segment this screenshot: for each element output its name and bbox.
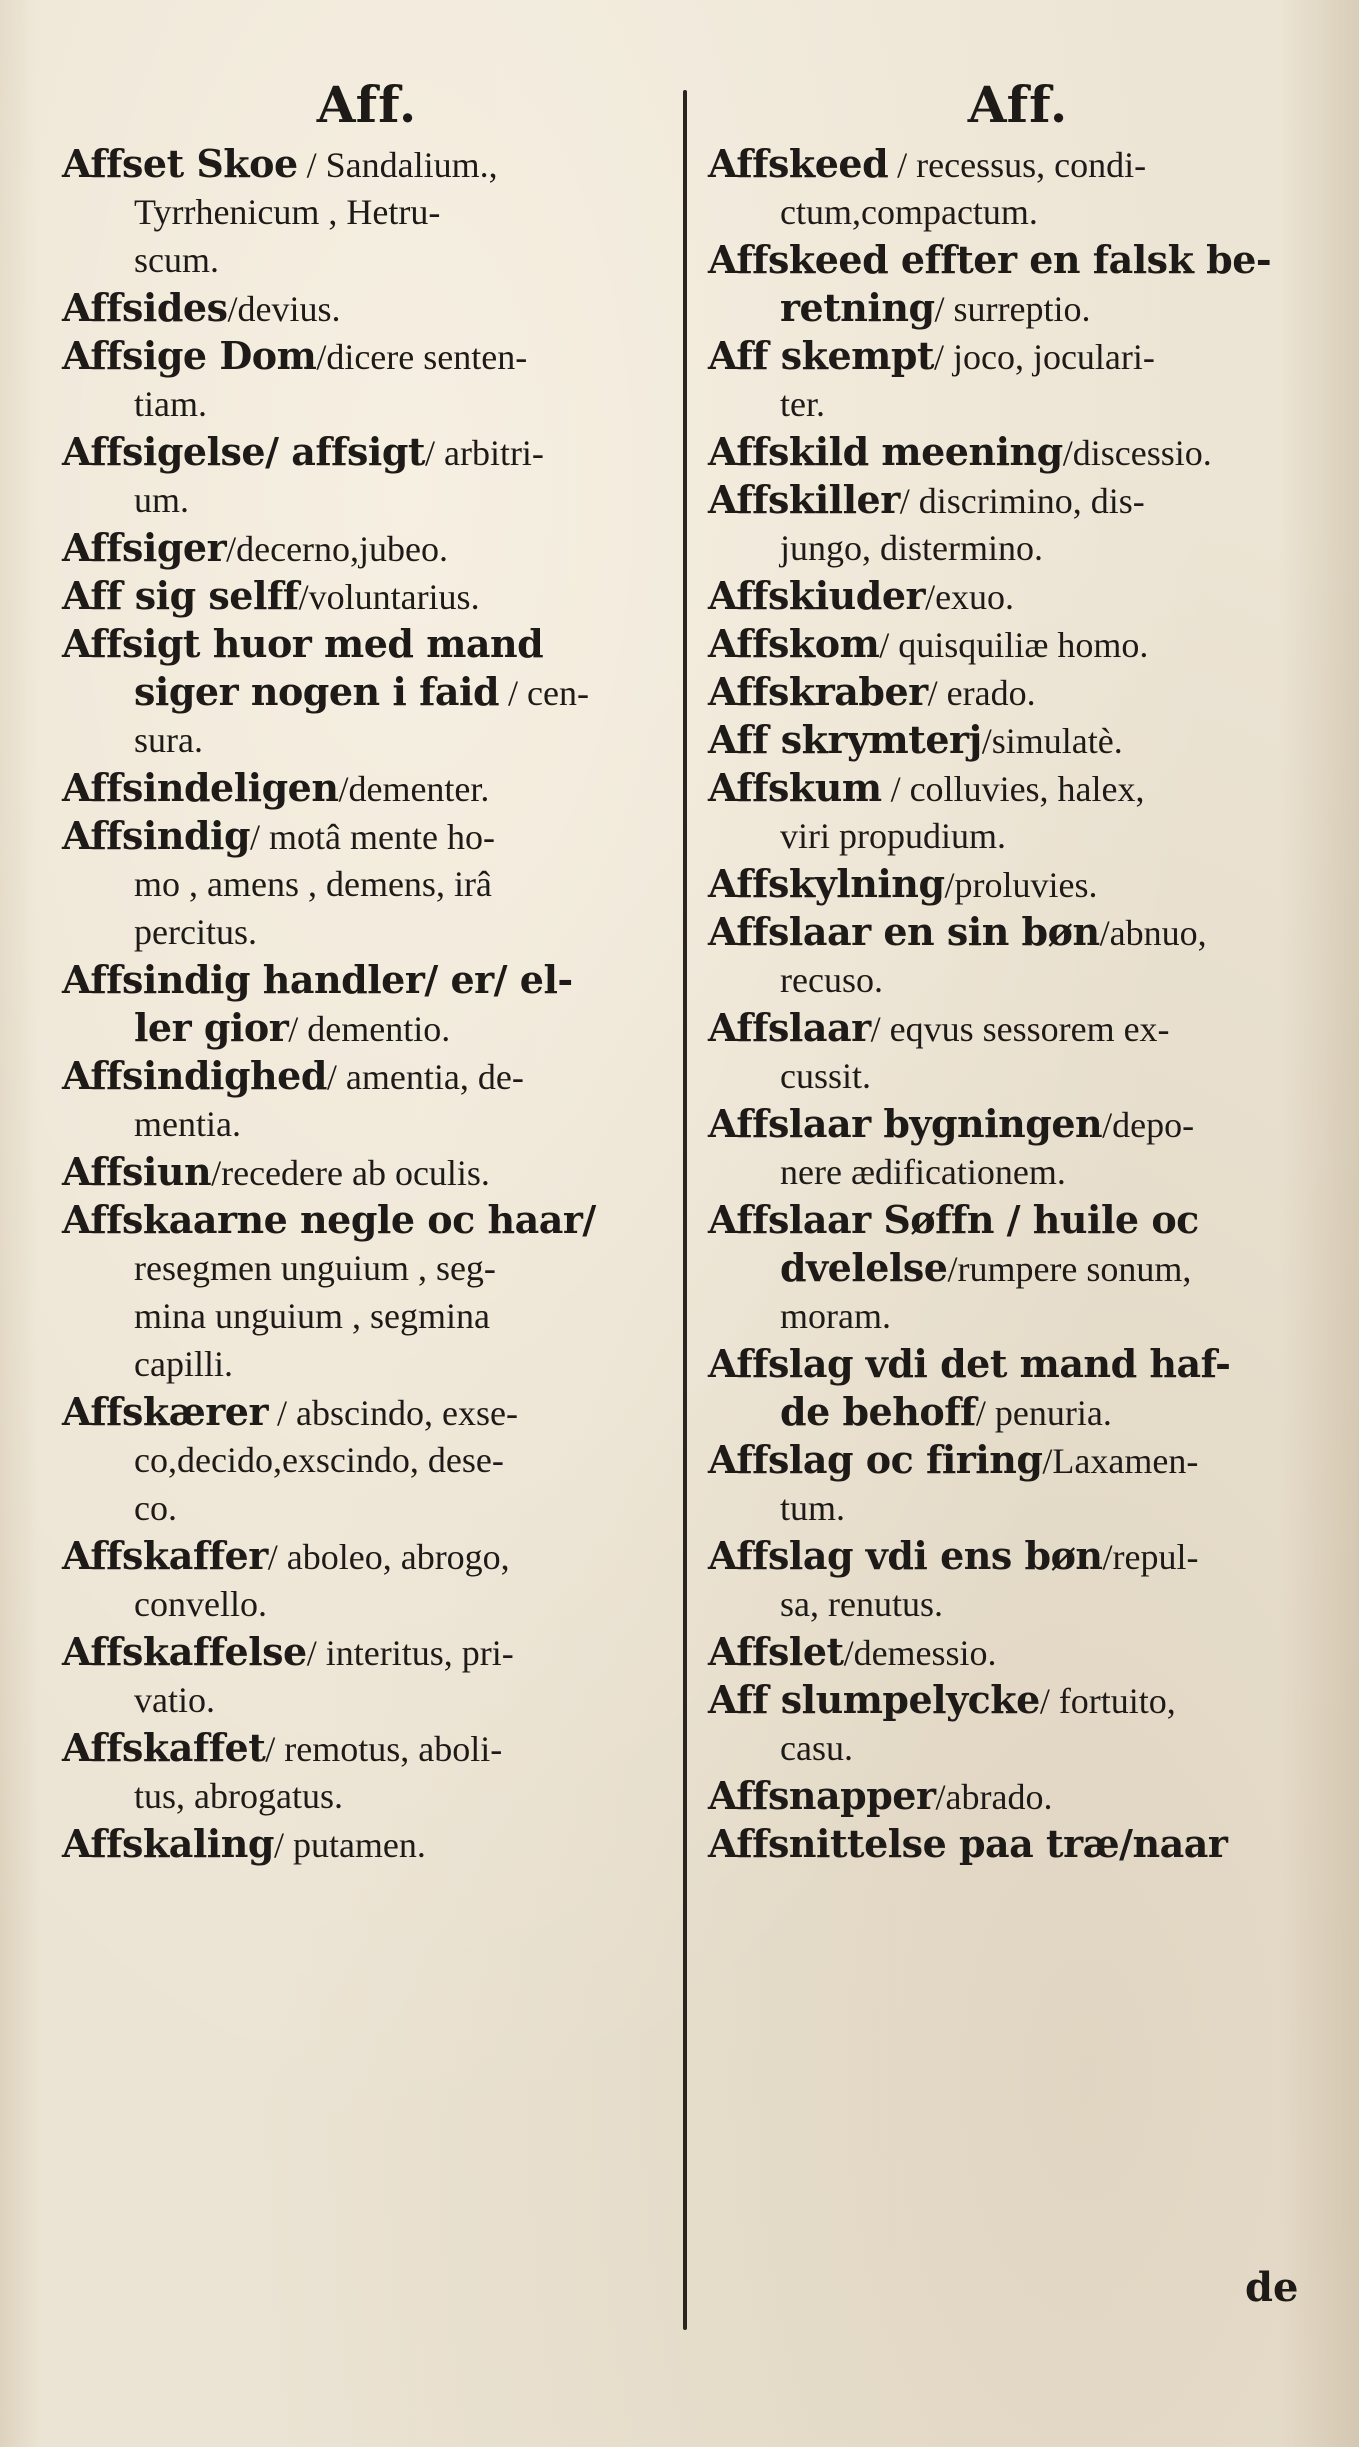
headword: Affslag vdi det mand haf- [708,1341,1231,1386]
entry-line [62,668,672,716]
entry-line [708,1052,1328,1100]
headword: Affsigt huor med mand [62,621,544,666]
entry-line [62,956,672,1004]
entry-line [708,1004,1328,1052]
dictionary-entry [708,332,1328,428]
headword: Affsnapper [708,1773,936,1818]
entry-line [62,812,672,860]
entries-left [62,140,672,1868]
headword: Aff slumpelycke [708,1677,1040,1722]
entry-line [708,1292,1328,1340]
entry-line [62,1580,672,1628]
headword: Affskaarne negle oc haar/ [62,1197,596,1242]
latin-gloss: /voluntarius. [298,577,480,617]
entry-line [62,1004,672,1052]
dictionary-entry [62,1052,672,1148]
entry-line [62,860,672,908]
latin-gloss: um. [134,480,190,520]
entry-line [708,236,1328,284]
entry-line [708,1244,1328,1292]
latin-gloss: convello. [134,1584,267,1624]
latin-gloss: sura. [134,720,203,760]
latin-gloss: / Sandalium., [297,145,498,185]
headword: ler gior [134,1005,289,1050]
column-divider [683,90,687,2330]
dictionary-entry [62,332,672,428]
entry-line [708,1820,1328,1868]
entry-line [708,1628,1328,1676]
latin-gloss: / amentia, de- [326,1057,524,1097]
headword: Affsindig [62,813,251,858]
latin-gloss: /proluvies. [944,865,1098,905]
headword: siger nogen i faid [134,669,500,714]
entry-line [708,140,1328,188]
entry-line [708,1436,1328,1484]
dictionary-entry [62,1820,672,1868]
dictionary-entry [708,1100,1328,1196]
dictionary-entry [708,236,1328,332]
latin-gloss: / remotus, aboli- [265,1729,503,1769]
entry-line [62,1340,672,1388]
headword: Affsiger [62,525,227,570]
headword: Affskeed effter en falsk be- [708,237,1272,282]
dictionary-entry [708,764,1328,860]
entry-line [62,1244,672,1292]
dictionary-entry [62,812,672,956]
latin-gloss: /Laxamen- [1042,1441,1199,1481]
headword: Affsindighed [62,1053,327,1098]
entry-line [708,764,1328,812]
latin-gloss: / discrimino, dis- [899,481,1145,521]
latin-gloss: capilli. [134,1344,233,1384]
latin-gloss: /recedere ab oculis. [211,1153,490,1193]
dictionary-entry [708,1532,1328,1628]
latin-gloss: / motâ mente ho- [250,817,495,857]
entry-line [708,1676,1328,1724]
latin-gloss: co. [134,1488,177,1528]
latin-gloss: Tyrrhenicum , Hetru- [134,192,441,232]
latin-gloss: /discessio. [1062,433,1212,473]
entry-line [62,1292,672,1340]
entry-line [708,1196,1328,1244]
headword: Affslaar [708,1005,871,1050]
dictionary-entry [62,1724,672,1820]
dictionary-entry [62,1148,672,1196]
dictionary-entry [708,1628,1328,1676]
entry-line [62,284,672,332]
headword: Affskraber [708,669,928,714]
entry-line [708,1532,1328,1580]
entry-line [62,716,672,764]
headword: Affskaffet [62,1725,266,1770]
entry-line [62,428,672,476]
entry-line [62,764,672,812]
latin-gloss: /exuo. [925,577,1015,617]
latin-gloss: / abscindo, exse- [268,1393,518,1433]
entries-right [708,140,1328,1868]
latin-gloss: viri propudium. [780,816,1006,856]
latin-gloss: / dementio. [288,1009,451,1049]
dictionary-entry [708,140,1328,236]
latin-gloss: ctum,compactum. [780,192,1038,232]
latin-gloss: percitus. [134,912,257,952]
entry-line [62,1628,672,1676]
entry-line [62,1148,672,1196]
latin-gloss: / recessus, condi- [888,145,1147,185]
dictionary-entry [62,428,672,524]
dictionary-entry [62,284,672,332]
dictionary-entry [708,1004,1328,1100]
dictionary-entry [708,476,1328,572]
headword: Aff sig selff [62,573,299,618]
latin-gloss: /dicere senten- [316,337,528,377]
dictionary-entry [708,1676,1328,1772]
latin-gloss: recuso. [780,960,883,1000]
headword: Affsides [62,285,228,330]
headword: Affskiller [708,477,900,522]
headword: Affskylning [708,861,945,906]
dictionary-entry [708,908,1328,1004]
headword: Affskum [708,765,882,810]
headword: Affsiun [62,1149,212,1194]
entry-line [62,908,672,956]
latin-gloss: / penuria. [975,1393,1112,1433]
entry-line [62,188,672,236]
entry-line [708,284,1328,332]
latin-gloss: tiam. [134,384,207,424]
dictionary-entry [708,860,1328,908]
latin-gloss: co,decido,exscindo, dese- [134,1440,504,1480]
latin-gloss: / eqvus sessorem ex- [870,1009,1170,1049]
headword: Aff skempt [708,333,934,378]
latin-gloss: / colluvies, halex, [881,769,1145,809]
headword: Affskiuder [708,573,926,618]
dictionary-entry [62,764,672,812]
dictionary-entry [708,1436,1328,1532]
dictionary-entry [62,524,672,572]
headword: Affslaar bygningen [708,1101,1103,1146]
entry-line [708,620,1328,668]
latin-gloss: / quisquiliæ homo. [879,625,1149,665]
entry-line [62,1196,672,1244]
latin-gloss: / joco, jocularі- [933,337,1155,377]
entry-line [708,476,1328,524]
entry-line [708,524,1328,572]
running-head-left: Aff. [316,75,418,134]
latin-gloss: resegmen unguium , seg- [134,1248,496,1288]
entry-line [708,1388,1328,1436]
latin-gloss: sa, renutus. [780,1584,943,1624]
headword: Affskild meening [708,429,1063,474]
latin-gloss: vatio. [134,1680,215,1720]
dictionary-entry [708,428,1328,476]
latin-gloss: casu. [780,1728,853,1768]
entry-line [708,1340,1328,1388]
entry-line [62,380,672,428]
dictionary-entry [62,140,672,284]
entry-line [62,1820,672,1868]
latin-gloss: /dementer. [338,769,490,809]
entry-line [62,1388,672,1436]
entry-line [62,1100,672,1148]
left-column [62,70,672,1868]
latin-gloss: jungo, distermino. [780,528,1043,568]
headword: Affskeed [708,141,889,186]
headword: Affset Skoe [62,141,298,186]
entry-line [62,620,672,668]
headword: Affsigelse/ affsigt [62,429,425,474]
right-column [708,70,1328,1868]
entry-line [708,1100,1328,1148]
entry-line [62,1436,672,1484]
dictionary-entry [708,1196,1328,1340]
dictionary-entry [62,1532,672,1628]
entry-line [708,572,1328,620]
entry-line [62,1052,672,1100]
latin-gloss: /repul- [1102,1537,1199,1577]
entry-line [62,236,672,284]
entry-line [62,1676,672,1724]
headword: Affsnittelse paa træ/naar [708,1821,1228,1866]
entry-line [708,380,1328,428]
entry-line [62,572,672,620]
latin-gloss: /decerno,jubeo. [226,529,449,569]
headword: Affskaffelse [62,1629,307,1674]
catchword: de [1245,2264,1299,2311]
latin-gloss: / erado. [927,673,1036,713]
dictionary-entry [62,956,672,1052]
latin-gloss: ter. [780,384,825,424]
entry-line [62,1532,672,1580]
headword: Affslet [708,1629,844,1674]
dictionary-entry [708,716,1328,764]
dictionary-entry [708,668,1328,716]
dictionary-entry [708,572,1328,620]
headword: Affskærer [62,1389,269,1434]
entry-line [708,860,1328,908]
dictionary-entry [708,1340,1328,1436]
entry-line [708,1484,1328,1532]
latin-gloss: /abrado. [935,1777,1053,1817]
entry-line [708,668,1328,716]
entry-line [708,428,1328,476]
entry-line [708,716,1328,764]
headword: Affslag vdi ens bøn [708,1533,1103,1578]
latin-gloss: / surreptio. [934,289,1091,329]
entry-line [708,908,1328,956]
dictionary-entry [708,620,1328,668]
entry-line [708,332,1328,380]
headword: Affslaar Søffn / huile oc [708,1197,1199,1242]
entry-line [62,524,672,572]
headword: dvelelse [780,1245,948,1290]
latin-gloss: scum. [134,240,219,280]
headword: Affslaar en sin bøn [708,909,1100,954]
entry-line [708,1580,1328,1628]
entry-line [708,956,1328,1004]
headword: Affsige Dom [62,333,317,378]
latin-gloss: /rumpere sonum, [947,1249,1192,1289]
dictionary-entry [62,620,672,764]
entry-line [708,188,1328,236]
dictionary-entry [62,572,672,620]
latin-gloss: / aboleo, abrogo, [267,1537,510,1577]
latin-gloss: / arbitri- [424,433,544,473]
entry-line [708,1772,1328,1820]
latin-gloss: / interitus, pri- [306,1633,514,1673]
headword: Affskaffer [62,1533,268,1578]
dictionary-entry [62,1628,672,1724]
latin-gloss: mo , amens , demens, irâ [134,864,492,904]
running-head-right: Aff. [967,75,1069,134]
dictionary-entry [62,1388,672,1532]
headword: Affsindig handler/ er/ el- [62,957,573,1002]
dictionary-entry [708,1772,1328,1820]
entry-line [62,476,672,524]
latin-gloss: tum. [780,1488,846,1528]
headword: Affskaling [62,1821,274,1866]
entry-line [708,1148,1328,1196]
latin-gloss: /abnuo, [1099,913,1207,953]
latin-gloss: mina unguium , segmina [134,1296,490,1336]
headword: Affskom [708,621,880,666]
headword: Affslag oc firing [708,1437,1043,1482]
entry-line [62,1724,672,1772]
dictionary-entry [708,1820,1328,1868]
headword: Aff skrymterj [708,717,982,762]
dictionary-entry [62,1196,672,1388]
headword: de behoff [780,1389,976,1434]
entry-line [62,332,672,380]
latin-gloss: cussit. [780,1056,872,1096]
latin-gloss: mentia. [134,1104,241,1144]
headword: retning [780,285,935,330]
latin-gloss: moram. [780,1296,891,1336]
latin-gloss: /demessio. [843,1633,997,1673]
entry-line [708,1724,1328,1772]
latin-gloss: / fortuito, [1039,1681,1176,1721]
entry-line [62,1772,672,1820]
headword: Affsindeligen [62,765,339,810]
latin-gloss: /devius. [227,289,341,329]
latin-gloss: tus, abrogatus. [134,1776,343,1816]
latin-gloss: /depo- [1102,1105,1195,1145]
latin-gloss: /simulatè. [981,721,1123,761]
latin-gloss: nere ædificationem. [780,1152,1066,1192]
entry-line [62,140,672,188]
latin-gloss: / putamen. [273,1825,426,1865]
entry-line [708,812,1328,860]
entry-line [62,1484,672,1532]
latin-gloss: / cen- [499,673,589,713]
